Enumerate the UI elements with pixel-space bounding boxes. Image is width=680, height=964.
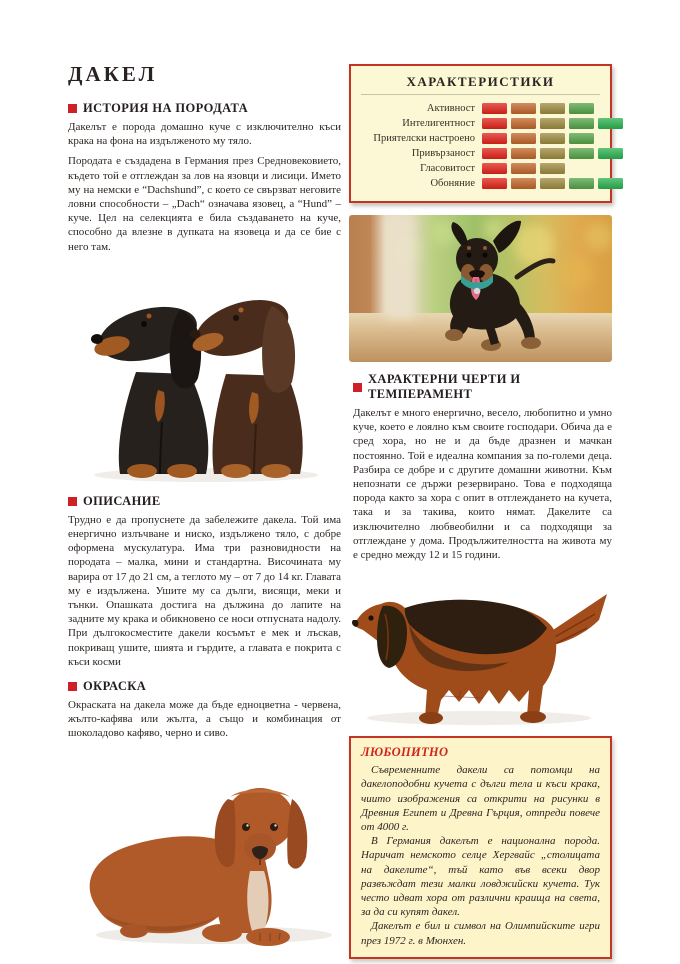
longhaired-dachshund (352, 594, 607, 724)
characteristic-label: Активност (426, 103, 475, 114)
fun-fact-paragraph: Дакелът е бил и символ на Олимпийските игри през 1972 г. в Мюнхен. (361, 920, 600, 947)
characteristic-label: Обоняние (430, 178, 475, 189)
right-column (349, 64, 612, 959)
rating-segment (482, 178, 507, 189)
description-paragraph: Трудно е да пропуснете да забележите дакела. Той има енергично излъчване и ниско, издължено тяло, с добре оформена мускулатура. Има три разновидности на породата – малка, мини и стандартна. Височината му варира от 17 до 21 см, а теглото му – от 7 до 14 кг. Главата му е издължена. Ушите му са дълги, висящи, меки и тънки. Опашката достига на дължина до лапите на задните му крака и обикновено се носи отпусната надолу. При дългокосместите дакели косъмът е мек и лъскав, покриващ ушите, шията и гърдите, а главата е покрита с къси косми (68, 513, 341, 668)
section-heading-label: ОКРАСКА (83, 679, 147, 694)
characteristic-rating-bars (482, 163, 565, 174)
rating-segment (598, 148, 623, 159)
rating-segment (511, 163, 536, 174)
section-heading-history (68, 101, 341, 116)
rating-segment (511, 103, 536, 114)
rating-segment (511, 133, 536, 144)
fun-facts-title: ЛЮБОПИТНО (361, 745, 449, 760)
red-square-bullet-icon (68, 497, 77, 506)
characteristic-label: Гласовитост (420, 163, 475, 174)
rating-segment (540, 118, 565, 129)
fun-facts-panel (349, 736, 612, 959)
two-dachshunds-photo (64, 262, 342, 484)
rating-segment (482, 118, 507, 129)
characteristic-rating-bars (482, 133, 594, 144)
red-square-bullet-icon (68, 682, 77, 691)
characteristic-label: Приятелски настроено (373, 133, 475, 144)
rating-segment (540, 178, 565, 189)
characteristic-row (359, 118, 602, 129)
page-title: ДАКЕЛ (68, 62, 158, 86)
rating-segment (569, 103, 594, 114)
section-heading-label: ИСТОРИЯ НА ПОРОДАТА (83, 101, 249, 115)
running-dachshund-puppy-photo (349, 215, 612, 362)
rating-segment (569, 148, 594, 159)
section-heading-coat (68, 679, 341, 694)
characteristic-label: Интелигентност (402, 118, 475, 129)
black-tan-dachshund (91, 297, 208, 477)
section-heading-label: ХАРАКТЕРНИ ЧЕРТИ И ТЕМПЕРАМЕНТ (368, 372, 521, 401)
rating-segment (569, 178, 594, 189)
left-column (64, 58, 341, 947)
rating-segment (511, 118, 536, 129)
section-heading-description (68, 494, 341, 509)
characteristic-rating-bars (482, 118, 623, 129)
characteristic-row (359, 103, 602, 114)
coat-paragraph: Окраската на дакела може да бъде едноцветна - червена, жълто-кафява или жълта, а също и комбинация от шоколадово кафяво, черно и сиво. (68, 699, 341, 740)
rating-segment (598, 178, 623, 189)
section-heading-temperament (353, 372, 612, 402)
temperament-paragraph: Дакелът е много енергично, весело, любопитно и умно куче, което е лоялно към своите господари. Обича да е сред хора, но не и да бъде дразнен и мачкан постоянно. Той е идеална компания за по-големи деца. Разбира се добре и с другите домашни животни. Към непознати се държи резервирано. Това е подходяща порода както за хора с опит в отглеждането на кучета, така и за такива, които нямат. Дакелите са изключително любвеобилни и са подходящи за отглеждане у дома. Продължителността на живота му е средно между 12 и 15 години. (353, 407, 612, 562)
rating-segment (511, 178, 536, 189)
rating-segment (540, 133, 565, 144)
rating-segment (540, 163, 565, 174)
characteristic-row (359, 163, 602, 174)
rating-segment (569, 118, 594, 129)
fun-fact-paragraph: Съвременните дакели са потомци на дакелоподобни кучета с дълги тела и къси крака, чиито изображения са открити на рисунки в Древния Египет и Древна Гърция, отпреди повече от 4000 г. (361, 764, 600, 834)
history-paragraph: Дакелът е порода домашно куче с изключително къси крака на фона на издълженото му тяло. (68, 121, 341, 148)
rating-segment (482, 148, 507, 159)
rating-segment (482, 103, 507, 114)
characteristic-row (359, 148, 602, 159)
rating-segment (511, 148, 536, 159)
rating-segment (482, 133, 507, 144)
fun-fact-paragraph: В Германия дакелът е национална порода. Наричат немското селце Хергвайс „столицата на дакелите“, тъй като във всеки двор развъждат тези малки ловджийски кучета. Тук често идват хора от различни краища на света, за да си купят дакел. (361, 835, 600, 919)
rating-segment (540, 103, 565, 114)
rating-segment (482, 163, 507, 174)
rating-segment (598, 118, 623, 129)
rating-segment (569, 133, 594, 144)
characteristic-row (359, 178, 602, 189)
longhaired-dachshund-photo (349, 570, 612, 728)
rating-segment (540, 148, 565, 159)
characteristics-title: ХАРАКТЕРИСТИКИ (406, 74, 555, 89)
characteristic-rating-bars (482, 178, 623, 189)
section-heading-label: ОПИСАНИЕ (83, 493, 161, 508)
characteristics-rows (359, 103, 602, 189)
lying-red-dachshund-photo (64, 747, 342, 947)
divider (361, 94, 600, 95)
red-dachshund (90, 788, 308, 946)
characteristic-rating-bars (482, 148, 623, 159)
characteristics-panel (349, 64, 612, 203)
red-square-bullet-icon (353, 383, 362, 392)
characteristic-label: Привързаност (411, 148, 475, 159)
red-square-bullet-icon (68, 104, 77, 113)
characteristic-rating-bars (482, 103, 594, 114)
characteristic-row (359, 133, 602, 144)
history-paragraph: Породата е създадена в Германия през Средновековието, където той е отглеждан за лов на язовци и лисици. Името му на немски е “Dachshund”, с което се свързват неговите ловни способности – „Dach“ означава язовец, а “Hund” – куче. Цел на селекцията е била създаването на куче, способно да влезне в дупката на язовеца и да се бие с него там. (68, 155, 341, 253)
